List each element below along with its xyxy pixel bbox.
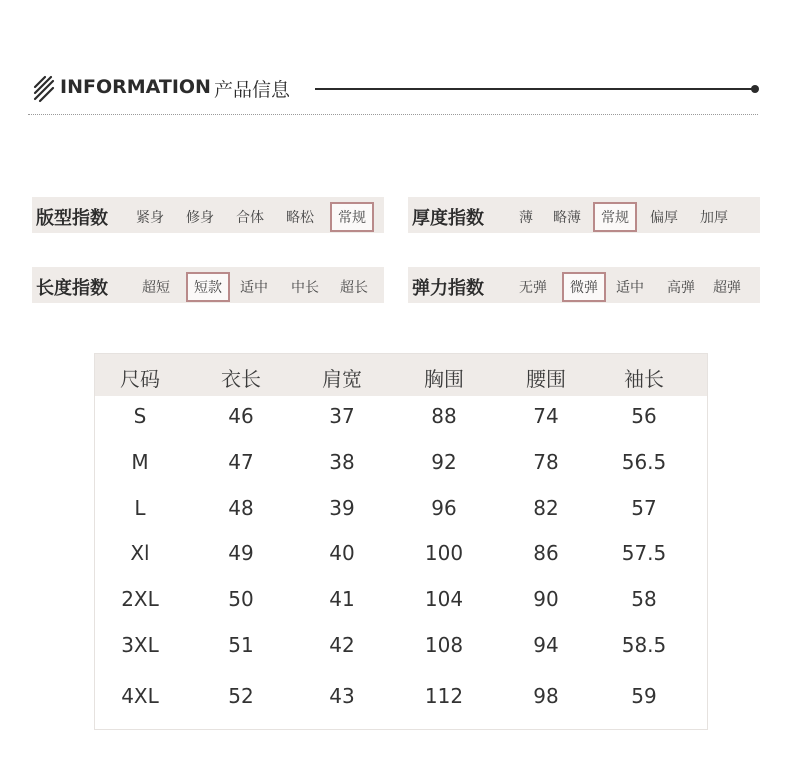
measurement-cell: 86 [533,541,559,565]
header-line-dot [751,85,759,93]
measurement-cell: 49 [228,541,254,565]
measurement-cell: 47 [228,450,254,474]
measurement-cell: 108 [424,633,464,657]
measurement-cell: 98 [533,684,559,708]
length-option: 超短 [142,280,170,296]
thickness-option-selected: 常规 [593,202,637,232]
measurement-cell: 78 [533,450,559,474]
fit-index-bar [32,197,384,233]
size-label-cell: 4XL [121,684,159,708]
elasticity-option: 超弹 [713,280,741,296]
elasticity-option-selected: 微弹 [562,272,606,302]
fit-option-selected: 常规 [330,202,374,232]
column-header: 胸围 [424,367,464,391]
measurement-cell: 92 [431,450,457,474]
fit-option: 合体 [236,210,264,226]
size-label-cell: 3XL [121,633,159,657]
measurement-cell: 112 [424,684,464,708]
column-header: 衣长 [221,367,261,391]
elasticity-option: 高弹 [667,280,695,296]
measurement-cell: 57.5 [621,541,667,565]
measurement-cell: 104 [424,587,464,611]
fit-option: 略松 [286,210,314,226]
fit-option: 修身 [186,210,214,226]
elasticity-option: 适中 [616,280,644,296]
size-table [94,353,708,730]
measurement-cell: 43 [329,684,355,708]
thickness-option: 略薄 [553,210,581,226]
thickness-index-bar [408,197,760,233]
column-header: 袖长 [624,367,664,391]
measurement-cell: 94 [533,633,559,657]
size-table-header [95,354,707,396]
measurement-cell: 57 [631,496,657,520]
measurement-cell: 41 [329,587,355,611]
elasticity-index-bar [408,267,760,303]
length-index-bar [32,267,384,303]
measurement-cell: 82 [533,496,559,520]
size-label-cell: L [134,496,146,520]
size-label-cell: 2XL [121,587,159,611]
column-header: 尺码 [120,367,160,391]
length-option: 超长 [340,280,368,296]
measurement-cell: 50 [228,587,254,611]
thickness-index-title: 厚度指数 [412,208,484,229]
measurement-cell: 52 [228,684,254,708]
measurement-cell: 88 [431,404,457,428]
measurement-cell: 58.5 [621,633,667,657]
header-subtitle: 产品信息 [214,79,291,101]
measurement-cell: 100 [424,541,464,565]
size-label-cell: S [133,404,147,428]
measurement-cell: 38 [329,450,355,474]
measurement-cell: 39 [329,496,355,520]
fit-index-title: 版型指数 [36,208,108,229]
thickness-option: 加厚 [700,210,728,226]
header-divider-line [315,88,755,90]
fit-option: 紧身 [136,210,164,226]
header-title: INFORMATION [60,76,211,98]
size-label-cell: M [131,450,149,474]
dotted-divider [28,114,758,115]
measurement-cell: 51 [228,633,254,657]
thickness-option: 薄 [519,210,533,226]
elasticity-index-title: 弹力指数 [412,278,484,299]
column-header: 腰围 [526,367,566,391]
size-label-cell: Xl [130,541,150,565]
length-option: 中长 [291,280,319,296]
measurement-cell: 56.5 [621,450,667,474]
measurement-cell: 42 [329,633,355,657]
measurement-cell: 96 [431,496,457,520]
length-option: 适中 [240,280,268,296]
measurement-cell: 58 [631,587,657,611]
elasticity-option: 无弹 [519,280,547,296]
measurement-cell: 74 [533,404,559,428]
measurement-cell: 46 [228,404,254,428]
thickness-option: 偏厚 [650,210,678,226]
diagonal-stripes-icon [32,74,56,104]
measurement-cell: 48 [228,496,254,520]
length-index-title: 长度指数 [36,278,108,299]
measurement-cell: 56 [631,404,657,428]
measurement-cell: 37 [329,404,355,428]
section-header [32,72,762,106]
measurement-cell: 90 [533,587,559,611]
measurement-cell: 59 [631,684,657,708]
column-header: 肩宽 [322,367,362,391]
measurement-cell: 40 [329,541,355,565]
length-option-selected: 短款 [186,272,230,302]
